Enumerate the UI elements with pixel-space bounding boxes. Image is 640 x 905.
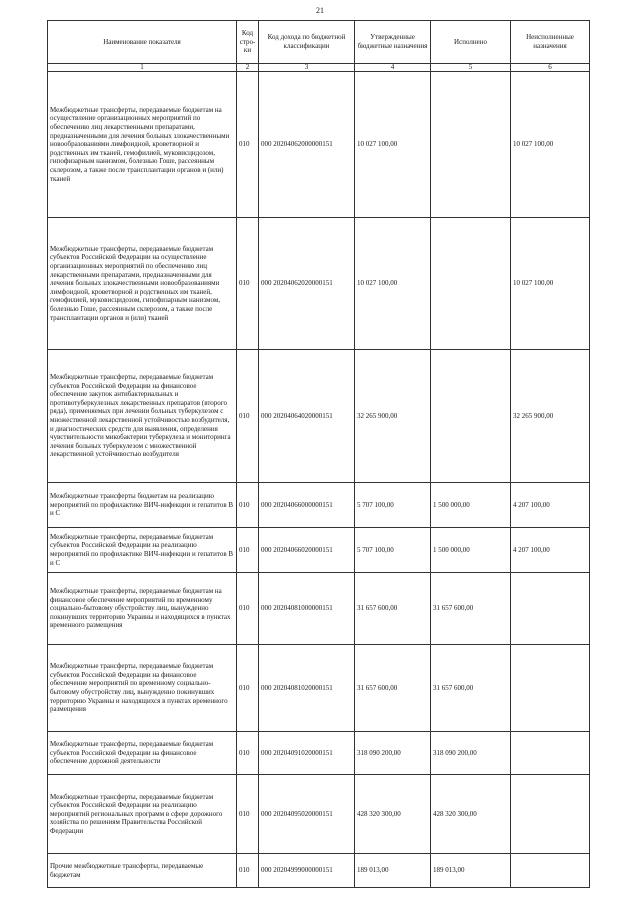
row-approved: 10 027 100,00 [355,218,431,350]
row-name: Межбюджетные трансферты, передаваемые бюджетам субъектов Российской Федерации на финансовое обеспечение дорожной деятельности [48,732,237,775]
table-row [48,645,590,732]
table-row [48,732,590,775]
row-income-code: 000 20204091020000151 [259,732,355,775]
row-approved: 32 265 900,00 [355,350,431,483]
row-line-code: 010 [237,775,259,854]
column-number: 3 [259,64,355,72]
row-income-code: 000 20204062000000151 [259,72,355,218]
column-number: 6 [511,64,590,72]
table-row [48,483,590,528]
row-name: Прочие межбюджетные трансферты, передаваемые бюджетам [48,854,237,888]
row-approved: 31 657 600,00 [355,573,431,645]
row-income-code: 000 20204066000000151 [259,483,355,528]
table-row [48,528,590,573]
row-income-code: 000 20204999000000151 [259,854,355,888]
row-name: Межбюджетные трансферты, передаваемые бюджетам субъектов Российской Федерации на реализацию мероприятий по профилактике ВИЧ-инфекции и гепатитов B и C [48,528,237,573]
header-row [48,21,590,64]
row-income-code: 000 20204081020000151 [259,645,355,732]
column-number: 1 [48,64,237,72]
row-line-code: 010 [237,528,259,573]
header-executed: Исполнено [431,21,511,64]
row-line-code: 010 [237,854,259,888]
table-row [48,350,590,483]
header-income-code: Код дохода по бюджетной классификации [259,21,355,64]
row-executed: 31 657 600,00 [431,573,511,645]
row-name: Межбюджетные трансферты, передаваемые бюджетам субъектов Российской Федерации на осуществление организационных мероприятий по обеспечению лиц лекарственными препаратами, предназначенными для лечения больных злокачественными новообразованиями лимфоидной, кроветворной и родственных им тканей, гемофилией, муковисцидозом, гипофизарным нанизмом, болезнью Гоше, рассеянным склерозом, а также после трансплантации органов и (или) тканей [48,218,237,350]
column-number: 5 [431,64,511,72]
row-name: Межбюджетные трансферты, передаваемые бюджетам субъектов Российской Федерации на финансовое обеспечение мероприятий по временному социально-бытовому обустройству лиц, вынужденно покинувших территорию Украины и находящихся в пунктах временного размещения [48,645,237,732]
header-unexecuted: Неисполненные назначения [511,21,590,64]
row-unexecuted: 10 027 100,00 [511,218,590,350]
row-executed [431,72,511,218]
column-number: 4 [355,64,431,72]
row-name: Межбюджетные трансферты, передаваемые бюджетам на финансовое обеспечение мероприятий по временному социально-бытовому обустройству лиц, вынужденно покинувших территорию Украины и находящихся в пунктах временного размещения [48,573,237,645]
row-approved: 31 657 600,00 [355,645,431,732]
page-number: 21 [316,6,324,15]
row-unexecuted [511,732,590,775]
row-line-code: 010 [237,350,259,483]
row-income-code: 000 20204066020000151 [259,528,355,573]
row-executed: 1 500 000,00 [431,528,511,573]
row-line-code: 010 [237,483,259,528]
table-row [48,573,590,645]
row-name: Межбюджетные трансферты бюджетам на реализацию мероприятий по профилактике ВИЧ-инфекции и гепатитов B и C [48,483,237,528]
row-unexecuted [511,573,590,645]
row-executed: 428 320 300,00 [431,775,511,854]
row-name: Межбюджетные трансферты, передаваемые бюджетам субъектов Российской Федерации на реализацию мероприятий региональных программ в сфере дорожного хозяйства по решениям Правительства Российской Федерации [48,775,237,854]
row-line-code: 010 [237,218,259,350]
row-executed [431,218,511,350]
row-name: Межбюджетные трансферты, передаваемые бюджетам на осуществление организационных мероприятий по обеспечению лиц лекарственными препаратами, предназначенными для лечения больных злокачественными новообразованиями лимфоидной, кроветворной и родственных им тканей, гемофилией, муковисцидозом, гипофизарным нанизмом, болезнью Гоше, рассеянным склерозом, а также после трансплантации органов и (или) тканей [48,72,237,218]
row-unexecuted: 4 207 100,00 [511,483,590,528]
column-number: 2 [237,64,259,72]
budget-execution-table [47,20,590,888]
row-executed: 318 090 200,00 [431,732,511,775]
row-line-code: 010 [237,645,259,732]
table-row [48,72,590,218]
row-approved: 189 013,00 [355,854,431,888]
row-approved: 5 707 100,00 [355,528,431,573]
row-unexecuted [511,775,590,854]
row-approved: 10 027 100,00 [355,72,431,218]
row-executed [431,350,511,483]
row-executed: 189 013,00 [431,854,511,888]
table-row [48,854,590,888]
row-line-code: 010 [237,573,259,645]
table-row [48,218,590,350]
row-name: Межбюджетные трансферты, передаваемые бюджетам субъектов Российской Федерации на финансовое обеспечение закупок антибактериальных и противотуберкулезных лекарственных препаратов (второго ряда), применяемых при лечении больных туберкулезом с множественной лекарственной устойчивостью возбудителя, и диагностических средств для выявления, определения чувствительности микобактерии туберкулеза и мониторинга лечения больных туберкулезом с множественной лекарственной устойчивостью возбудителя [48,350,237,483]
row-approved: 318 090 200,00 [355,732,431,775]
row-unexecuted: 10 027 100,00 [511,72,590,218]
table-body [48,72,590,888]
header-line-code: Код стро- ки [237,21,259,64]
row-line-code: 010 [237,72,259,218]
row-unexecuted [511,854,590,888]
table-row [48,775,590,854]
row-income-code: 000 20204062020000151 [259,218,355,350]
row-line-code: 010 [237,732,259,775]
row-income-code: 000 20204064020000151 [259,350,355,483]
row-income-code: 000 20204081000000151 [259,573,355,645]
row-executed: 1 500 000,00 [431,483,511,528]
row-income-code: 000 20204095020000151 [259,775,355,854]
row-approved: 5 707 100,00 [355,483,431,528]
row-unexecuted: 32 265 900,00 [511,350,590,483]
row-approved: 428 320 300,00 [355,775,431,854]
header-approved: Утвержденные бюджетные назначения [355,21,431,64]
column-number-row [48,64,590,72]
row-executed: 31 657 600,00 [431,645,511,732]
header-name: Наименование показателя [48,21,237,64]
row-unexecuted [511,645,590,732]
row-unexecuted: 4 207 100,00 [511,528,590,573]
